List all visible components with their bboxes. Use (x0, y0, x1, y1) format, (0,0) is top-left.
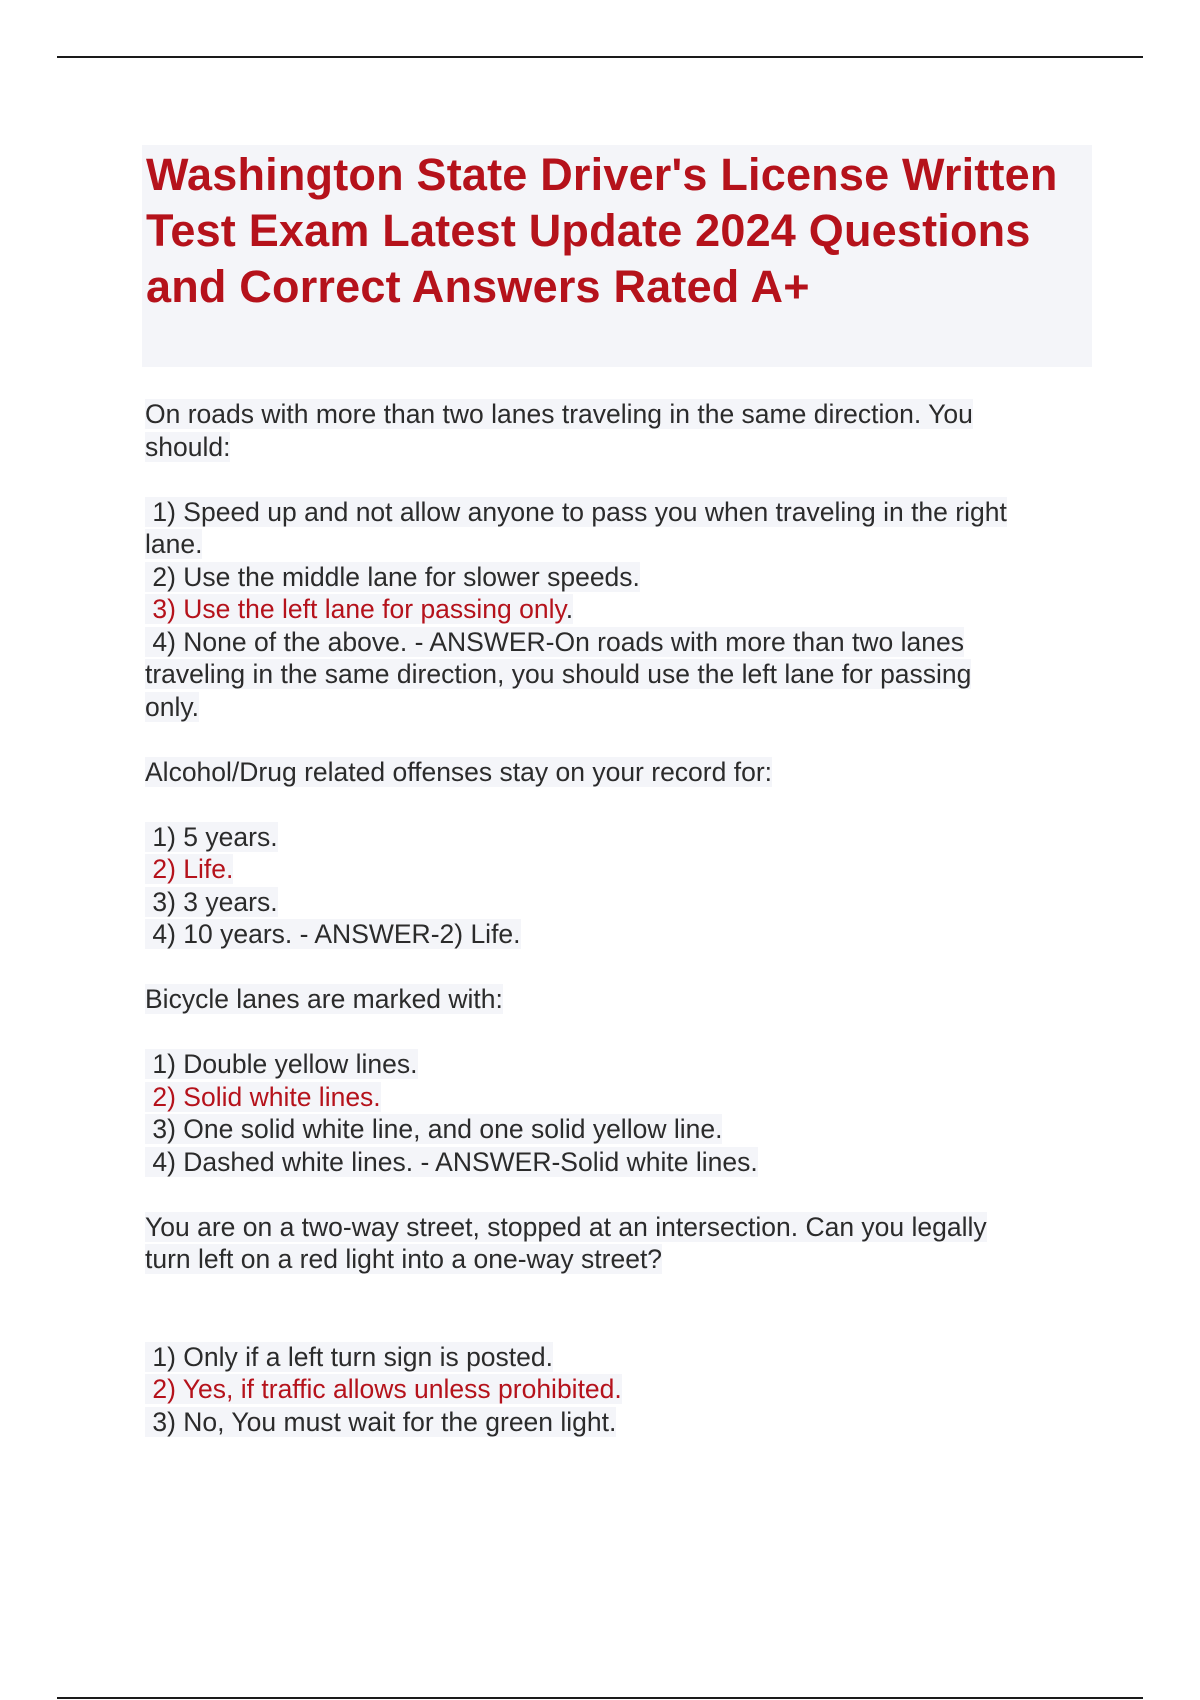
option-line (145, 691, 1105, 724)
question-block (145, 756, 1105, 984)
spacer (145, 1276, 1105, 1341)
option-line-text (145, 1082, 381, 1112)
option-line (145, 1406, 1105, 1439)
option-line (145, 1341, 1105, 1374)
option-text: should: (145, 431, 231, 462)
top-rule (57, 56, 1143, 58)
option-item (145, 886, 1105, 919)
option-line (145, 593, 1105, 626)
question-text-text (145, 984, 503, 1014)
option-line-text (145, 692, 199, 722)
option-item (145, 496, 1105, 561)
questions-container (145, 398, 1105, 1438)
option-line-text (145, 1147, 758, 1177)
spacer (145, 1178, 1105, 1211)
option-line-text (145, 1407, 616, 1437)
question-text (145, 431, 1105, 464)
question-text-text (145, 1244, 662, 1274)
question-block (145, 983, 1105, 1211)
question-block (145, 1211, 1105, 1439)
option-item (145, 1048, 1105, 1081)
option-text: traveling in the same direction, you should use the left lane for passing (145, 659, 972, 689)
document-title: Washington State Driver's License Written Test Exam Latest Update 2024 Questions and Correct Answers Rated A+ (146, 149, 1058, 312)
spacer (145, 788, 1105, 821)
bottom-rule (57, 1697, 1143, 1699)
question-text-text (145, 757, 772, 787)
option-text: 3) 3 years. (145, 886, 278, 917)
option-line-text (145, 594, 573, 624)
options-list (145, 1048, 1105, 1178)
option-text: lane. (145, 529, 203, 559)
question-text-text (145, 399, 973, 429)
option-line-text (145, 529, 202, 559)
question-text-text (145, 432, 230, 462)
spacer (145, 463, 1105, 496)
option-line-text (145, 1114, 722, 1144)
option-line-text (145, 919, 521, 949)
option-text: Bicycle lanes are marked with: (145, 984, 503, 1014)
option-line (145, 918, 1105, 951)
option-line (145, 626, 1105, 659)
option-line (145, 821, 1105, 854)
option-line (145, 853, 1105, 886)
trailing-punctuation: . (565, 594, 574, 624)
options-list (145, 1341, 1105, 1439)
option-item (145, 1341, 1105, 1374)
question-text-text (145, 1212, 987, 1242)
option-line-text (145, 887, 278, 917)
option-line-text (145, 1342, 553, 1372)
option-text: turn left on a red light into a one-way street? (145, 1244, 663, 1274)
option-text: 1) Only if a left turn sign is posted. (145, 1341, 553, 1372)
option-text: You are on a two-way street, stopped at an intersection. Can you legally (145, 1211, 987, 1242)
options-list (145, 821, 1105, 951)
spacer (145, 723, 1105, 756)
option-line (145, 658, 1105, 691)
option-line-text (145, 1049, 418, 1079)
option-item (145, 561, 1105, 594)
option-line (145, 1081, 1105, 1114)
option-item (145, 1146, 1105, 1179)
correct-answer-text: 2) Yes, if traffic allows unless prohibited. (145, 1374, 622, 1404)
option-line-text (145, 1374, 622, 1404)
option-text: 2) Use the middle lane for slower speeds. (145, 561, 640, 592)
question-text (145, 398, 1105, 431)
option-text: 4) None of the above. - ANSWER-On roads with more than two lanes (145, 626, 964, 657)
option-item (145, 626, 1105, 724)
option-line (145, 886, 1105, 919)
option-text: 1) Double yellow lines. (145, 1049, 418, 1079)
option-line (145, 1048, 1105, 1081)
option-line-text (145, 627, 964, 657)
question-text (145, 1211, 1105, 1244)
option-item (145, 1113, 1105, 1146)
option-text: Alcohol/Drug related offenses stay on your record for: (145, 756, 773, 787)
option-line (145, 1113, 1105, 1146)
question-text (145, 1243, 1105, 1276)
option-line-text (145, 822, 278, 852)
option-line (145, 1146, 1105, 1179)
option-line-text (145, 562, 640, 592)
spacer (145, 1016, 1105, 1049)
option-item-correct (145, 853, 1105, 886)
title-block (142, 145, 1092, 367)
option-text: 1) Speed up and not allow anyone to pass you when traveling in the right (145, 496, 1007, 527)
option-text: 1) 5 years. (145, 821, 278, 852)
options-list (145, 496, 1105, 724)
option-text: 4) Dashed white lines. - ANSWER-Solid white lines. (145, 1146, 758, 1177)
option-line (145, 496, 1105, 529)
option-line-text (145, 854, 233, 884)
option-line-text (145, 659, 971, 689)
option-item (145, 1406, 1105, 1439)
correct-answer-text: 2) Life. (145, 854, 234, 884)
option-line (145, 528, 1105, 561)
question-text (145, 983, 1105, 1016)
option-item-correct (145, 593, 1105, 626)
option-text: 3) One solid white line, and one solid yellow line. (145, 1114, 723, 1144)
option-item (145, 821, 1105, 854)
option-item (145, 918, 1105, 951)
option-text: 3) No, You must wait for the green light. (145, 1406, 617, 1437)
spacer (145, 951, 1105, 984)
question-block (145, 398, 1105, 756)
correct-answer-text: 2) Solid white lines. (145, 1081, 381, 1112)
option-line (145, 561, 1105, 594)
option-line (145, 1373, 1105, 1406)
option-item-correct (145, 1081, 1105, 1114)
question-text (145, 756, 1105, 789)
option-item-correct (145, 1373, 1105, 1406)
option-text: On roads with more than two lanes traveling in the same direction. You (145, 399, 973, 429)
option-text: 4) 10 years. - ANSWER-2) Life. (145, 919, 521, 949)
option-line-text (145, 497, 1007, 527)
correct-answer-text: 3) Use the left lane for passing only (145, 594, 566, 624)
option-text: only. (145, 691, 200, 722)
